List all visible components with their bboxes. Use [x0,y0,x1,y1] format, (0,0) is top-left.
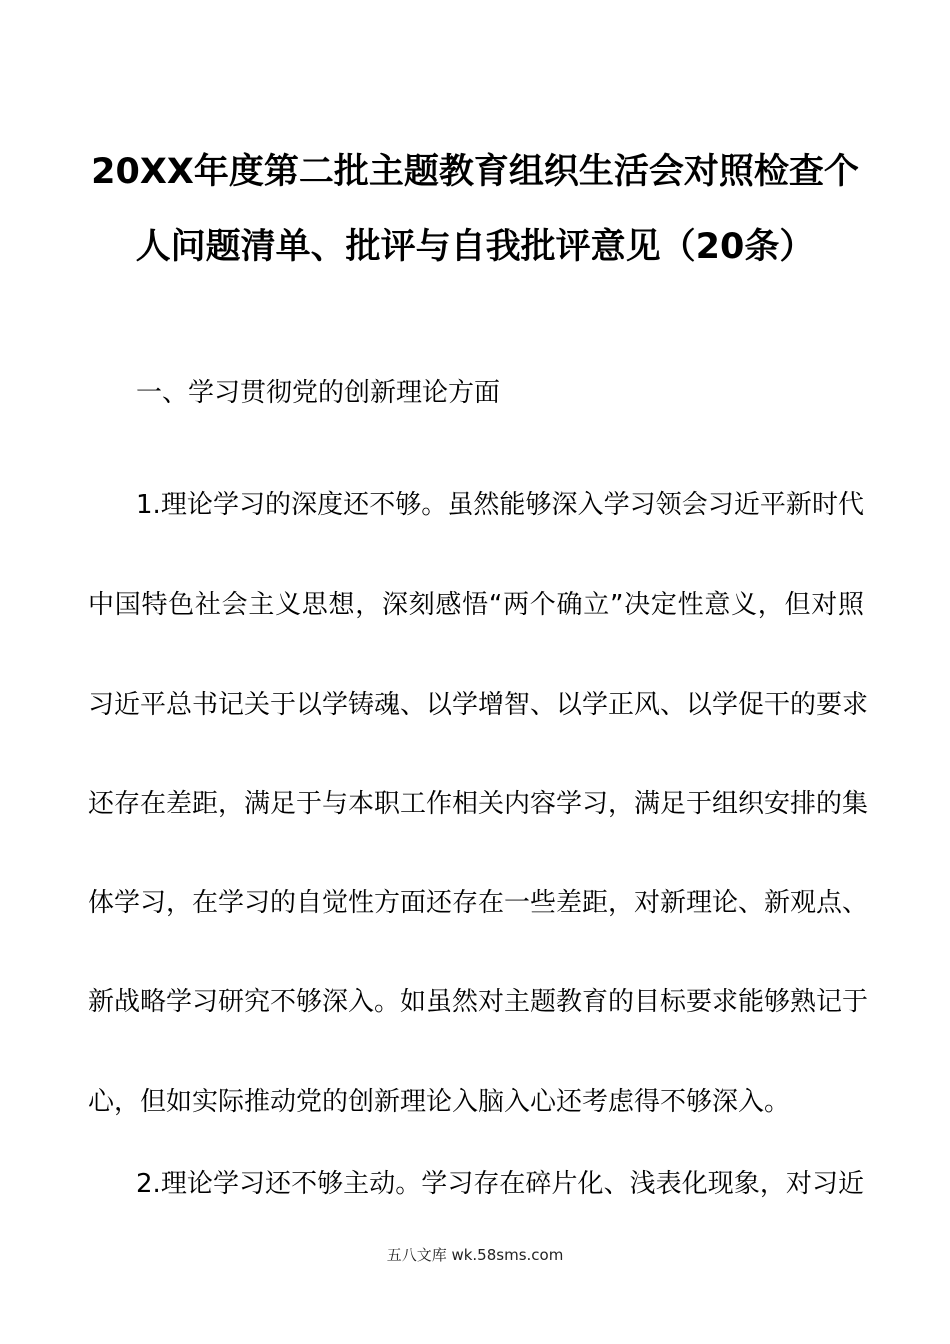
paragraph-1-line-4: 还存在差距，满足于与本职工作相关内容学习，满足于组织安排的集 [88,789,869,819]
paragraph-1-line-2: 中国特色社会主义思想，深刻感悟“两个确立”决定性意义，但对照 [88,590,864,620]
paragraph-2-line-1: 2.理论学习还不够主动。学习存在碎片化、浅表化现象，对习近 [136,1169,864,1199]
paragraph-1-line-5: 体学习，在学习的自觉性方面还存在一些差距，对新理论、新观点、 [88,888,869,918]
paragraph-1-line-7: 心，但如实际推动党的创新理论入脑入心还考虑得不够深入。 [88,1087,791,1117]
document-title-line-2: 人问题清单、批评与自我批评意见（20条） [135,227,815,267]
paragraph-1-line-6: 新战略学习研究不够深入。如虽然对主题教育的目标要求能够熟记于 [88,987,869,1017]
page-footer: 五八文库 wk.58sms.com [386,1246,564,1264]
document-title-line-1: 20XX年度第二批主题教育组织生活会对照检查个 [91,152,859,192]
paragraph-1-line-1: 1.理论学习的深度还不够。虽然能够深入学习领会习近平新时代 [136,490,864,520]
paragraph-1-line-3: 习近平总书记关于以学铸魂、以学增智、以学正风、以学促干的要求 [88,690,869,720]
section-heading: 一、学习贯彻党的创新理论方面 [136,378,501,408]
